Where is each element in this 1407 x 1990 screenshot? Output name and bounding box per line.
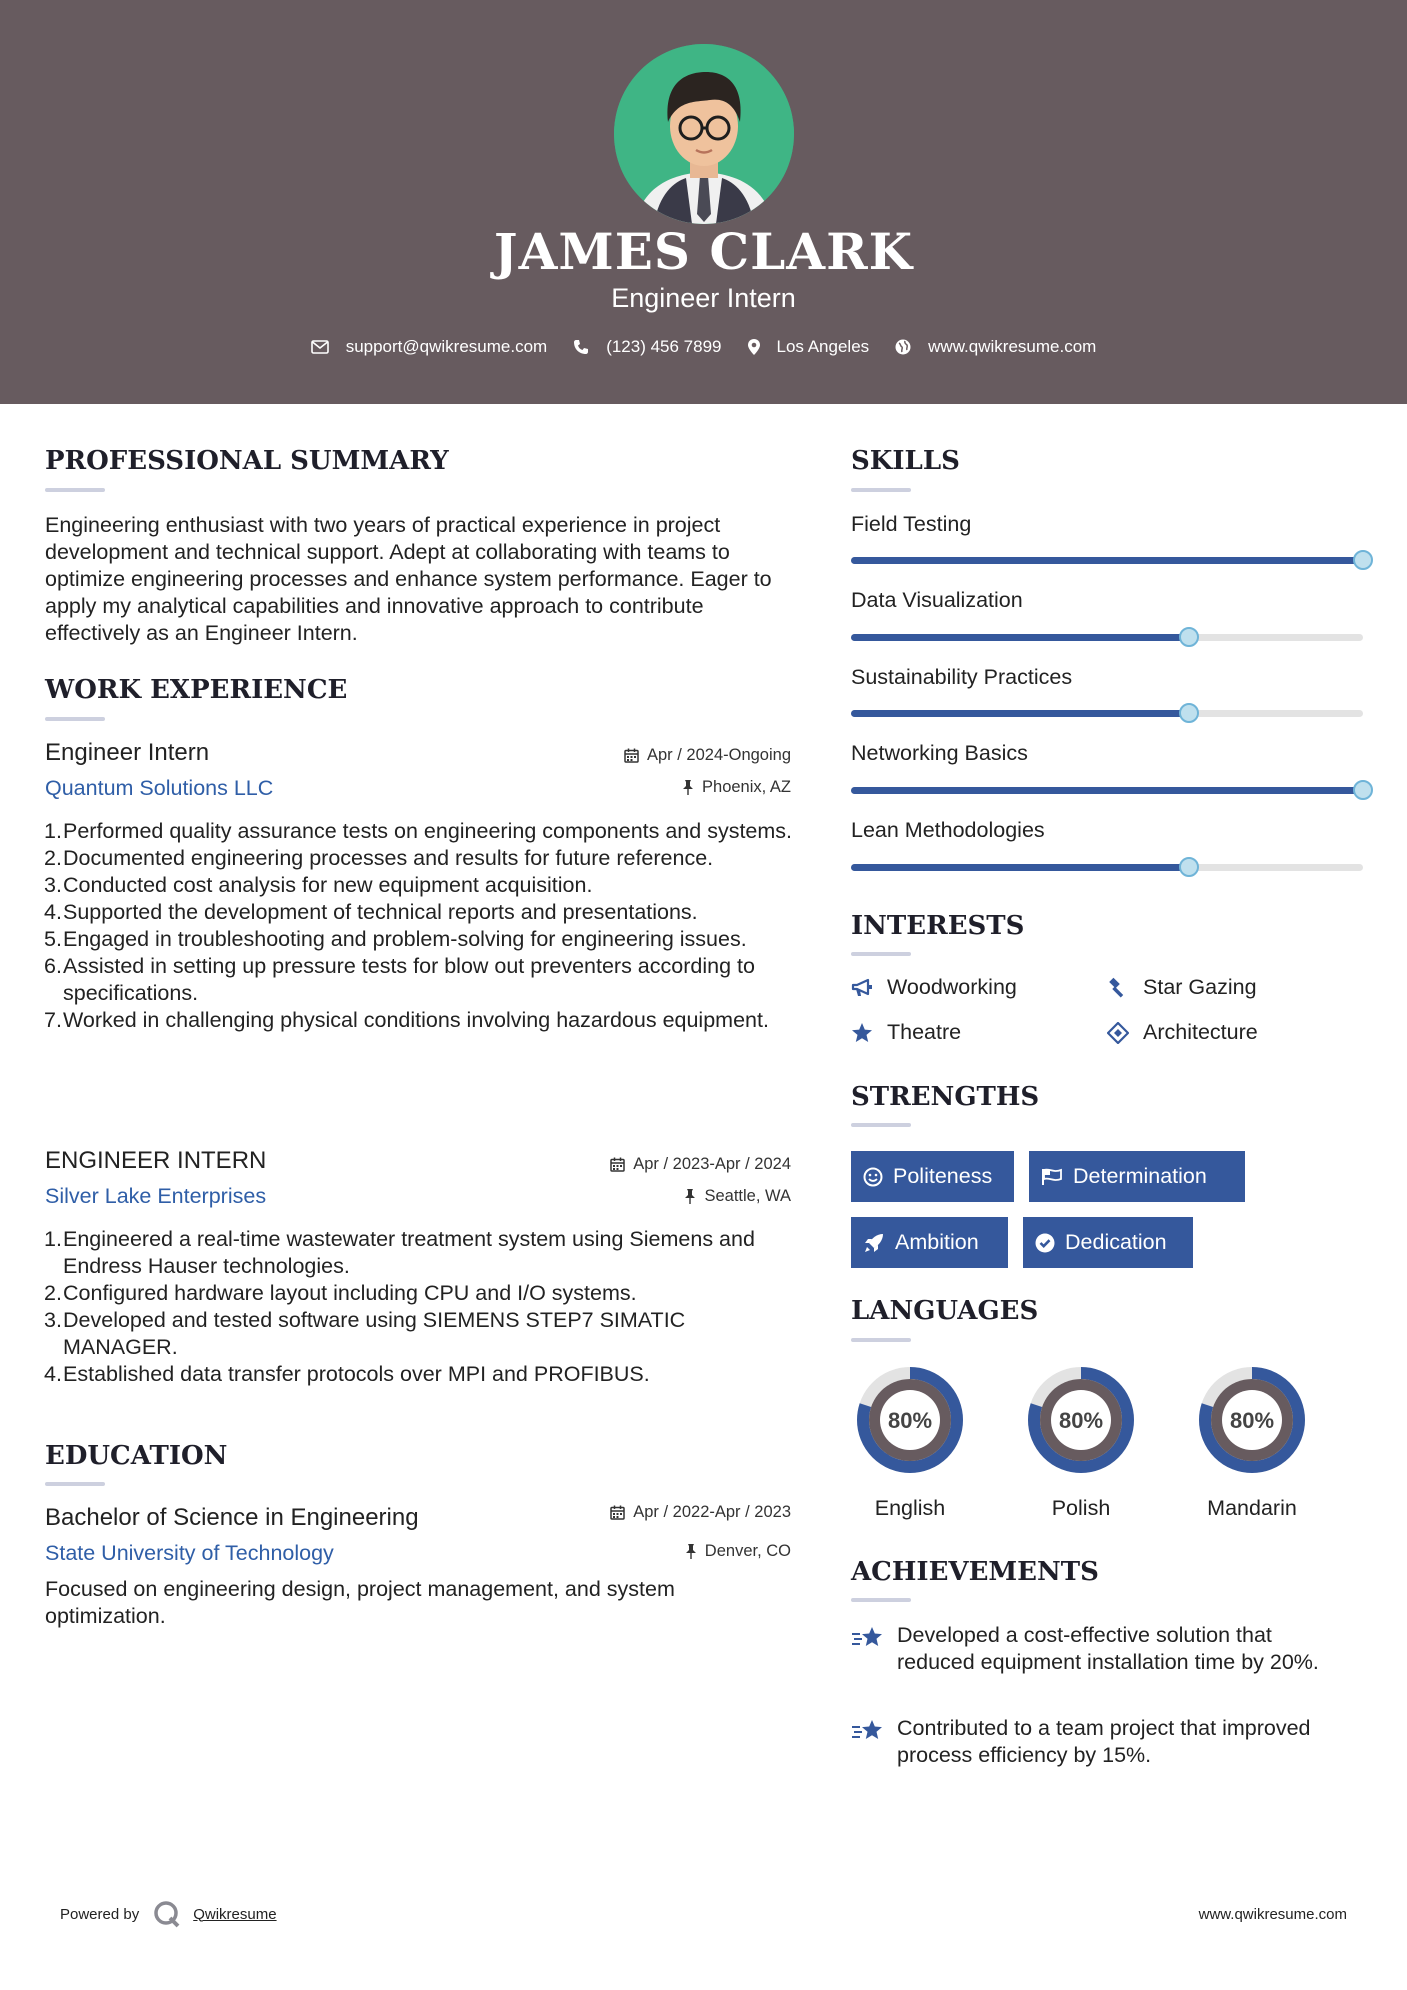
contact-bar <box>0 337 1407 357</box>
strength-label: Dedication <box>1065 1230 1167 1254</box>
school-name[interactable]: State University of Technology <box>45 1541 334 1565</box>
skill-fill <box>851 710 1189 717</box>
list-item: 2. Documented engineering processes and results for future reference. <box>44 846 714 870</box>
achievement-item <box>851 1622 1321 1676</box>
strength-tag <box>851 1217 1008 1268</box>
summary-heading: PROFESSIONAL SUMMARY <box>45 446 449 476</box>
skill-fill <box>851 864 1189 871</box>
ticket-icon <box>1107 1022 1129 1044</box>
candidate-name: JAMES CLARK <box>493 222 914 281</box>
strengths-divider <box>851 1123 911 1127</box>
achievements-heading: ACHIEVEMENTS <box>851 1557 1099 1587</box>
job-title: ENGINEER INTERN <box>45 1147 267 1174</box>
job-company[interactable]: Silver Lake Enterprises <box>45 1184 267 1208</box>
summary-divider <box>45 488 105 492</box>
list-item: 3. Developed and tested software using SIEMENS STEP7 SIMATIC MANAGER. <box>44 1308 686 1359</box>
strength-label: Ambition <box>895 1230 979 1254</box>
achievement-text: Developed a cost-effective solution that reduced equipment installation time by 20%. <box>897 1623 1319 1674</box>
language-ring <box>1205 1373 1299 1467</box>
job-date-text: Apr / 2023-Apr / 2024 <box>633 1155 791 1173</box>
map-pin-icon <box>748 339 760 355</box>
globe-icon <box>895 339 911 355</box>
skill-knob <box>1179 703 1199 723</box>
job-date-text: Apr / 2024-Ongoing <box>646 746 791 764</box>
interest-item <box>1107 1020 1258 1045</box>
skill-knob <box>1179 857 1199 877</box>
flag-icon <box>1041 1168 1063 1186</box>
language-name: Polish <box>1051 1496 1111 1520</box>
language-rings <box>840 1350 1340 1490</box>
language-ring <box>863 1373 957 1467</box>
education-date-text: Apr / 2022-Apr / 2023 <box>633 1503 791 1521</box>
education-date <box>480 1503 791 1522</box>
gavel-icon <box>1107 977 1129 999</box>
interests-heading: INTERESTS <box>851 911 1025 941</box>
job-title: Engineer Intern <box>45 739 210 766</box>
skill-name: Networking Basics <box>851 741 1028 765</box>
skill-fill <box>851 634 1189 641</box>
skills-divider <box>851 488 911 492</box>
education-description: Focused on engineering design, project management, and system optimization. <box>45 1577 675 1628</box>
achievement-item <box>851 1715 1321 1769</box>
avatar <box>614 44 794 224</box>
education-divider <box>45 1482 105 1486</box>
powered-by-label: Powered by <box>60 1905 140 1923</box>
interests-divider <box>851 952 911 956</box>
contact-email-text: support@qwikresume.com <box>345 337 548 356</box>
rocket-icon <box>863 1232 885 1254</box>
skill-name: Sustainability Practices <box>851 665 1073 689</box>
skill-fill <box>851 557 1363 564</box>
list-item: 3. Conducted cost analysis for new equipment acquisition. <box>44 873 593 897</box>
qwikresume-link[interactable]: Qwikresume <box>193 1905 277 1923</box>
skill-name: Field Testing <box>851 512 972 536</box>
list-item: 4. Established data transfer protocols over MPI and PROFIBUS. <box>44 1362 650 1386</box>
job-location <box>480 778 791 797</box>
education-heading: EDUCATION <box>45 1441 228 1471</box>
candidate-role: Engineer Intern <box>611 283 796 313</box>
qwikresume-logo-icon <box>153 1900 181 1928</box>
job-bullets <box>45 818 795 1034</box>
calendar-icon <box>624 748 639 763</box>
footer-powered-by <box>60 1900 277 1928</box>
envelope-icon <box>311 340 329 354</box>
interest-item <box>851 975 1017 1000</box>
languages-heading: LANGUAGES <box>851 1296 1039 1326</box>
list-item: 5. Engaged in troubleshooting and problem-solving for engineering issues. <box>44 927 747 951</box>
achievements-divider <box>851 1598 911 1602</box>
language-percent: 80% <box>1229 1408 1275 1433</box>
smile-icon <box>863 1167 883 1187</box>
interest-label: Star Gazing <box>1143 975 1257 999</box>
language-name: English <box>874 1496 946 1520</box>
language-ring <box>1034 1373 1128 1467</box>
skill-fill <box>851 787 1363 794</box>
skill-bar <box>851 864 1363 871</box>
degree-title: Bachelor of Science in Engineering <box>45 1504 419 1531</box>
job-date <box>480 746 791 765</box>
language-name: Mandarin <box>1207 1496 1297 1520</box>
resume-header <box>0 0 1407 404</box>
list-item: 1. Engineered a real-time wastewater treatment system using Siemens and Endress Hauser technologies. <box>44 1227 755 1278</box>
skill-knob <box>1353 550 1373 570</box>
job-location-text: Phoenix, AZ <box>702 778 791 796</box>
job-bullets <box>45 1226 795 1388</box>
interest-label: Theatre <box>887 1020 962 1044</box>
list-item: 4. Supported the development of technical reports and presentations. <box>44 900 698 924</box>
strength-tag <box>1023 1217 1193 1268</box>
contact-phone-text: (123) 456 7899 <box>606 337 722 356</box>
shooting-star-icon <box>851 1717 885 1745</box>
experience-heading: WORK EXPERIENCE <box>45 675 348 705</box>
contact-website-text: www.qwikresume.com <box>928 337 1097 356</box>
experience-divider <box>45 717 105 721</box>
list-item: 1. Performed quality assurance tests on engineering components and systems. <box>44 819 793 843</box>
calendar-icon <box>610 1157 625 1172</box>
bullhorn-icon <box>851 978 873 998</box>
skill-knob <box>1179 627 1199 647</box>
skill-bar <box>851 557 1363 564</box>
achievement-text: Contributed to a team project that improved process efficiency by 15%. <box>897 1716 1311 1767</box>
summary-text: Engineering enthusiast with two years of practical experience in project development and technical support. Adept at collaborating with teams to optimize engineering processes and enhance system performance. Eager to apply my analytical capabilities and innovative approach to contribute effectively as an Engineer Intern. <box>45 513 772 645</box>
skill-bar <box>851 787 1363 794</box>
strengths-heading: STRENGTHS <box>851 1082 1040 1112</box>
job-location-text: Seattle, WA <box>704 1187 791 1205</box>
interest-item <box>1107 975 1257 1000</box>
calendar-icon <box>610 1505 625 1520</box>
skill-bar <box>851 710 1363 717</box>
interest-label: Architecture <box>1143 1020 1258 1044</box>
list-item: 2. Configured hardware layout including CPU and I/O systems. <box>44 1281 637 1305</box>
languages-divider <box>851 1338 911 1342</box>
pushpin-icon <box>682 780 694 795</box>
skill-name: Lean Methodologies <box>851 818 1045 842</box>
job-date <box>480 1155 791 1174</box>
pushpin-icon <box>684 1189 696 1204</box>
shooting-star-icon <box>851 1624 885 1652</box>
job-location <box>480 1187 791 1206</box>
footer-website[interactable]: www.qwikresume.com <box>1198 1906 1347 1923</box>
strength-tag <box>1029 1151 1245 1202</box>
list-item: 7. Worked in challenging physical conditions involving hazardous equipment. <box>44 1008 769 1032</box>
skills-heading: SKILLS <box>851 446 960 476</box>
pushpin-icon <box>685 1544 697 1559</box>
check-circle-icon <box>1035 1233 1055 1253</box>
skill-name: Data Visualization <box>851 588 1023 612</box>
interest-item <box>851 1020 961 1045</box>
skill-knob <box>1353 780 1373 800</box>
contact-phone[interactable] <box>573 337 721 357</box>
education-location <box>480 1542 791 1561</box>
star-icon <box>851 1022 873 1043</box>
contact-email[interactable] <box>311 337 548 357</box>
contact-location-text: Los Angeles <box>776 337 870 356</box>
contact-website[interactable] <box>895 337 1096 357</box>
strength-label: Politeness <box>893 1164 993 1188</box>
list-item: 6. Assisted in setting up pressure tests for blow out preventers according to specifications. <box>44 954 755 1005</box>
profile-photo <box>614 44 794 224</box>
phone-icon <box>573 339 589 355</box>
strength-label: Determination <box>1073 1164 1207 1188</box>
skill-bar <box>851 634 1363 641</box>
education-location-text: Denver, CO <box>704 1542 791 1560</box>
job-company[interactable]: Quantum Solutions LLC <box>45 776 274 800</box>
contact-location <box>748 337 870 357</box>
interest-label: Woodworking <box>887 975 1017 999</box>
language-percent: 80% <box>1058 1408 1104 1433</box>
strength-tag <box>851 1151 1014 1202</box>
language-percent: 80% <box>887 1408 933 1433</box>
